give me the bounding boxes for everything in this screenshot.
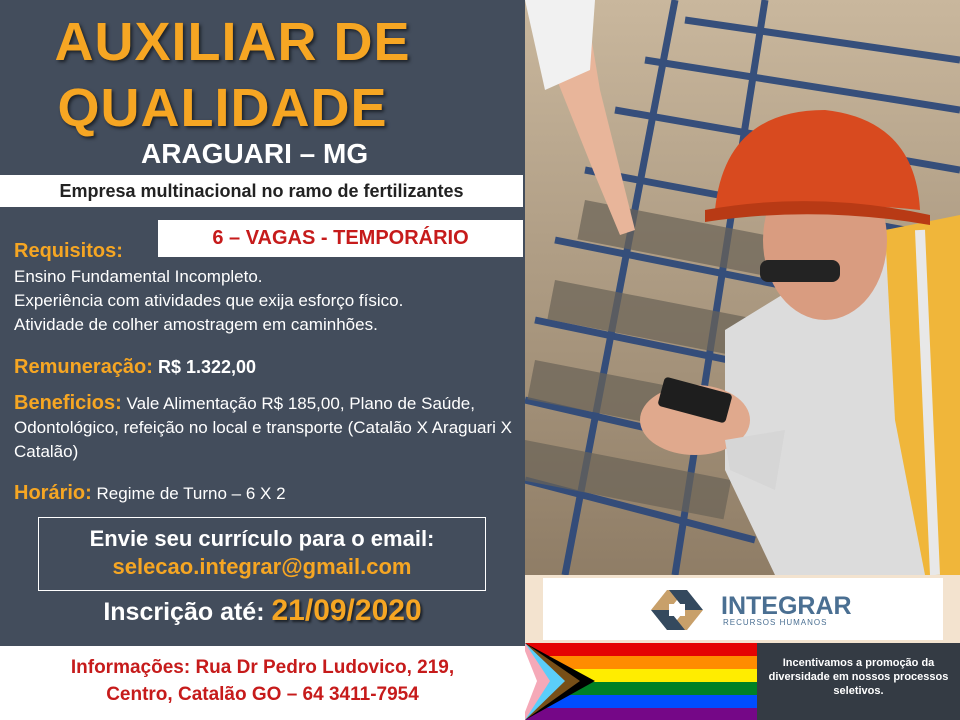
company-banner: Empresa multinacional no ramo de fertilizantes bbox=[0, 175, 523, 207]
vacancies-banner: 6 – VAGAS - TEMPORÁRIO bbox=[158, 220, 523, 257]
contact-footer bbox=[0, 646, 525, 720]
city-label: ARAGUARI – MG bbox=[141, 138, 369, 169]
email-lead: Envie seu currículo para o email: bbox=[89, 526, 435, 551]
deadline-date: 21/09/2020 bbox=[271, 594, 422, 627]
schedule-row bbox=[14, 482, 286, 505]
deadline-label: Inscrição até: bbox=[103, 598, 265, 626]
integrar-logo-icon bbox=[645, 584, 709, 636]
logo-subtitle: RECURSOS HUMANOS bbox=[723, 618, 828, 627]
contact-line-1: Informações: Rua Dr Pedro Ludovico, 219, bbox=[70, 657, 455, 678]
salary-row bbox=[14, 356, 256, 379]
benefits-block bbox=[14, 391, 519, 464]
job-title-line-1: AUXILIAR DE bbox=[54, 12, 411, 72]
worker-photo-illustration bbox=[525, 0, 960, 575]
email-address-link[interactable]: selecao.integrar@gmail.com bbox=[112, 554, 412, 579]
requirement-item: Ensino Fundamental Incompleto. bbox=[14, 267, 263, 286]
pride-flag-icon bbox=[525, 643, 757, 720]
job-title-line-2: QUALIDADE bbox=[57, 78, 388, 138]
diversity-note: Incentivamos a promoção da diversidade em nossos processos seletivos. bbox=[757, 643, 960, 720]
benefits-label: Beneficios: bbox=[14, 392, 122, 414]
schedule-label: Horário: bbox=[14, 482, 92, 504]
requirements-label: Requisitos: bbox=[14, 240, 123, 262]
worker-photo bbox=[525, 0, 960, 575]
contact-line-2: Centro, Catalão GO – 64 3411-7954 bbox=[106, 684, 419, 705]
progress-pride-flag bbox=[525, 643, 757, 720]
logo-name: INTEGRAR bbox=[721, 592, 852, 620]
salary-value: R$ 1.322,00 bbox=[157, 357, 257, 377]
requirement-item: Atividade de colher amostragem em caminhões. bbox=[14, 315, 378, 334]
logo-area bbox=[525, 575, 960, 643]
schedule-value: Regime de Turno – 6 X 2 bbox=[96, 484, 286, 503]
logo-panel bbox=[543, 578, 943, 640]
deadline-row bbox=[0, 594, 525, 628]
benefits-text: Vale Alimentação R$ 185,00, Plano de Saúde, Odontológico, refeição no local e transporte (Catalão X Araguari X Catalão) bbox=[14, 394, 513, 461]
requirements-list bbox=[14, 265, 403, 337]
salary-label: Remuneração: bbox=[14, 356, 153, 378]
email-box bbox=[38, 517, 486, 591]
requirement-item: Experiência com atividades que exija esforço físico. bbox=[14, 291, 404, 310]
